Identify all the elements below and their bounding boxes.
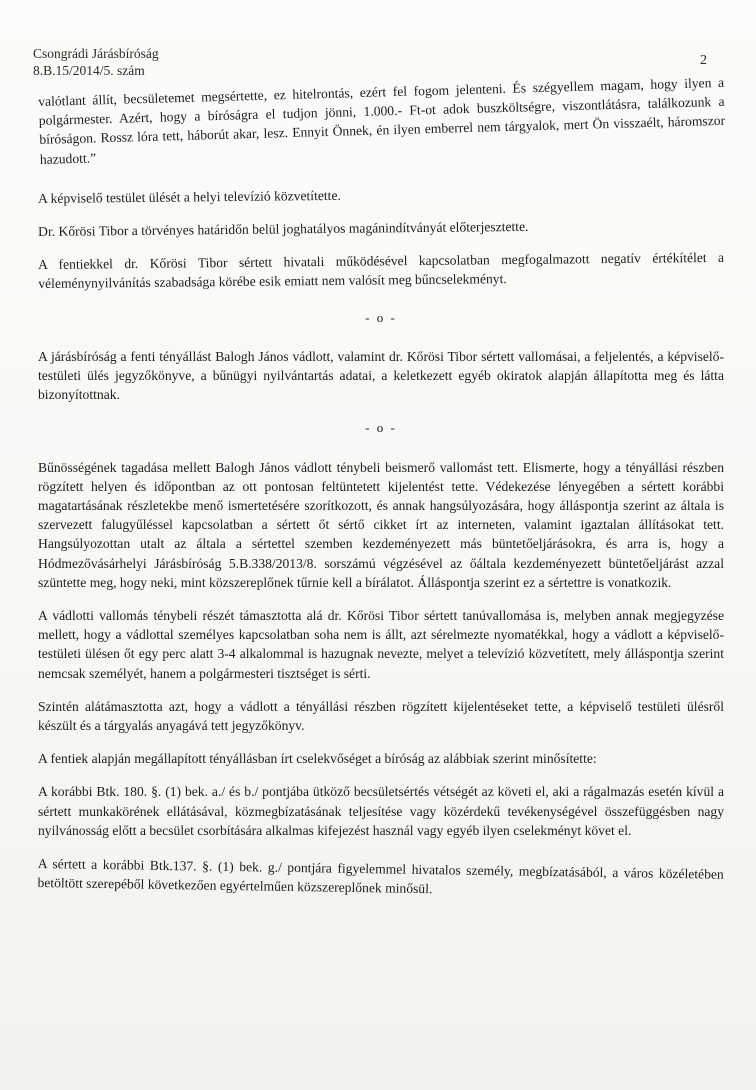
document-body (37, 74, 726, 907)
paragraph-defendant-statement: Bűnösségének tagadása mellett Balogh János vádlott ténybeli beismerő vallomást tett. Elismerte, hogy a tényállási részben rögzített helyen és időpontban az ott pontosan feltüntetett kijelentést tette. Védekezése lényegében a sértett korábbi magatartásának részletekbe menő ismertetésére szorítkozott, és annak hangsúlyozására, hogy álláspontja szerint az általa is szervezett falugyűléssel kapcsolatban a sértett őt sértő cikket írt az interneten, valamint igaztalan állításokat tett. Hangsúlyozottan utalt az általa a sértettel szemben kezdeményezett más büntetőeljárásokra, és arra is, hogy a Hódmezővásárhelyi Járásbíróság 5.B.338/2013/8. sorszámú végzésével az őáltala kezdeményezett büntetőeljárást azzal szüntette meg, hogy neki, mint közszereplőnek tűrnie kell a bírálatot. Álláspontja szerint ez a sértettre is vonatkozik. (38, 459, 724, 590)
section-separator: - o - (365, 309, 397, 325)
paragraph-quote-continuation: valótlant állít, becsületemet megsértette, ez hitelrontás, ezért fel fogom jelenteni. És szégyellem magam, hogy ilyen a polgármester. Azért, hogy a bíróságra el tudjon jönni, 1.000.- Ft-ot adok buszköltségre, viszontlátásra, találkozunk a bíróságon. Rossz lóra tett, háborút akar, lesz. Ennyit Önnek, én ilyen emberrel nem tárgyalok, mert Ön visszaélt, háromszor hazudott.” (38, 74, 726, 167)
court-name: Csongrádi Járásbíróság (33, 46, 159, 61)
paragraph-value-judgement: A fentiekkel dr. Kőrösi Tibor sértett hivatali működésével kapcsolatban megfogalmazott negatív értékítélet a véleménynyilvánítás szabadsága körébe esik emiatt nem valósít meg bűncselekményt. (38, 250, 725, 292)
paragraph-minutes-support: Szintén alátámasztotta azt, hogy a vádlott a tényállási részben rögzített kijelentéseket tette, a képviselő testületi ülésről készült és a tárgyalás anyagává tett jegyzőkönyv. (38, 698, 724, 734)
paragraph-evidence-basis: A járásbíróság a fenti tényállást Balogh János vádlott, valamint dr. Kőrösi Tibor sértett vallomásai, a feljelentés, a képviselő-testületi ülés jegyzőkönyve, a bűnügyi nyilvántartás adatai, a keletkezett egyéb okiratok alapján állapította meg és látta bizonyítottnak. (38, 348, 724, 403)
case-number: 8.B.15/2014/5. szám (33, 63, 145, 78)
paragraph-private-motion: Dr. Kőrösi Tibor a törvényes határidőn belül joghatályos magánindítványát előterjesztette. (38, 218, 529, 240)
paragraph-broadcast: A képviselő testület ülését a helyi televízió közvetítette. (38, 187, 341, 206)
section-separator: - o - (365, 420, 397, 436)
document-header (33, 45, 159, 79)
paragraph-defamation-offence: A korábbi Btk. 180. §. (1) bek. a./ és b./ pontjába ütköző becsületsértés vétségét az követi el, aki a rágalmazás esetén kívül a sértett munkakörének ellátásával, közmegbízatásának teljesítése vagy közérdekű tevékenységével összefüggésben nagy nyilvánosság előtt a becsület csorbítására alkalmas kifejezést használ vagy egyéb ilyen cselekményt követ el. (38, 784, 724, 838)
page-number: 2 (700, 53, 707, 68)
paragraph-public-figure: A sértett a korábbi Btk.137. §. (1) bek. g./ pontjára figyelemmel hivatalos személy, megbízatásából, a város közéletében betöltött szerepéből következően egyértelműen közszereplőnek minősül. (37, 856, 724, 897)
paragraph-qualification-intro: A fentiek alapján megállapított tényállásban írt cselekvőséget a bíróság az alábbiak szerint minősítette: (38, 751, 597, 767)
paragraph-victim-testimony: A vádlotti vallomás ténybeli részét támasztotta alá dr. Kőrösi Tibor sértett tanúvallomása is, melyben annak megjegyzése mellett, hogy a vádlottal személyes kapcsolatban soha nem is állt, azt sérelmezte nyomatékkal, hogy a vádlott a képviselő-testületi ülésen őt egy perc alatt 3-4 alkalommal is hazugnak nevezte, melyet a televízió közvetített, mely álláspontja szerint nemcsak személyét, hanem a polgármesteri tisztséget is sérti. (38, 608, 724, 681)
